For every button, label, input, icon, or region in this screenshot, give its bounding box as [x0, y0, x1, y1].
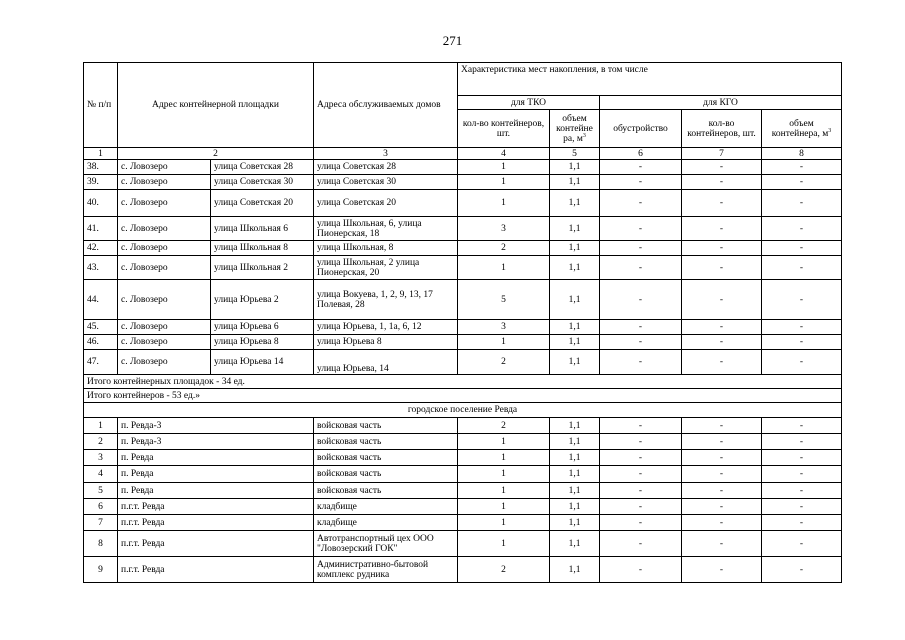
totals-row — [84, 375, 842, 389]
row-kgo-volume: - — [762, 434, 842, 450]
row-street: улица Советская 28 — [211, 160, 314, 175]
row-equipment: - — [600, 256, 682, 280]
row-address: п.г.т. Ревда — [118, 499, 314, 515]
row-kgo-count: - — [682, 483, 762, 499]
row-houses: улица Юрьева, 1, 1а, 6, 12 — [314, 320, 458, 335]
header-tko-count: кол-во контейнеров, шт. — [458, 110, 550, 148]
header-kgo: для КГО — [600, 96, 842, 110]
row-volume: 1,1 — [550, 175, 600, 190]
col-number: 2 — [118, 148, 314, 160]
row-street: улица Школьная 8 — [211, 241, 314, 256]
row-houses: улица Юрьева 8 — [314, 335, 458, 350]
row-kgo-count: - — [682, 320, 762, 335]
table-row — [84, 531, 842, 557]
row-kgo-volume: - — [762, 160, 842, 175]
row-settlement: с. Ловозеро — [118, 160, 211, 175]
row-houses: улица Школьная, 8 — [314, 241, 458, 256]
total-sites: Итого контейнерных площадок - 34 ед. — [84, 375, 842, 389]
row-kgo-count: - — [682, 190, 762, 217]
row-count: 2 — [458, 557, 550, 583]
row-count: 5 — [458, 280, 550, 320]
row-equipment: - — [600, 190, 682, 217]
row-settlement: с. Ловозеро — [118, 256, 211, 280]
row-equipment: - — [600, 418, 682, 434]
row-street: улица Юрьева 6 — [211, 320, 314, 335]
row-volume: 1,1 — [550, 335, 600, 350]
row-number: 6 — [84, 499, 118, 515]
row-street: улица Школьная 6 — [211, 217, 314, 241]
row-volume: 1,1 — [550, 557, 600, 583]
row-equipment: - — [600, 531, 682, 557]
table-row — [84, 483, 842, 499]
row-count: 3 — [458, 320, 550, 335]
row-address: п. Ревда — [118, 450, 314, 466]
table-row — [84, 217, 842, 241]
row-street: улица Юрьева 8 — [211, 335, 314, 350]
row-number: 40. — [84, 190, 118, 217]
row-settlement: с. Ловозеро — [118, 320, 211, 335]
row-number: 39. — [84, 175, 118, 190]
row-kgo-volume: - — [762, 320, 842, 335]
table-row — [84, 160, 842, 175]
header-kgo-equipment: обустройство — [600, 110, 682, 148]
row-equipment: - — [600, 499, 682, 515]
row-volume: 1,1 — [550, 217, 600, 241]
row-kgo-count: - — [682, 418, 762, 434]
table-row — [84, 175, 842, 190]
row-count: 1 — [458, 515, 550, 531]
row-number: 8 — [84, 531, 118, 557]
row-equipment: - — [600, 515, 682, 531]
row-kgo-count: - — [682, 280, 762, 320]
row-street: улица Школьная 2 — [211, 256, 314, 280]
row-kgo-count: - — [682, 160, 762, 175]
header-houses: Адреса обслуживаемых домов — [314, 63, 458, 148]
row-count: 2 — [458, 241, 550, 256]
row-number: 1 — [84, 418, 118, 434]
row-kgo-volume: - — [762, 557, 842, 583]
row-volume: 1,1 — [550, 499, 600, 515]
row-volume: 1,1 — [550, 350, 600, 375]
row-kgo-count: - — [682, 531, 762, 557]
row-kgo-count: - — [682, 241, 762, 256]
row-houses: улица Школьная, 6, улица Пионерская, 18 — [314, 217, 458, 241]
row-number: 4 — [84, 466, 118, 483]
row-equipment: - — [600, 280, 682, 320]
revda-rows — [84, 418, 842, 583]
row-number: 42. — [84, 241, 118, 256]
row-settlement: с. Ловозеро — [118, 175, 211, 190]
totals-row — [84, 389, 842, 403]
col-number: 8 — [762, 148, 842, 160]
row-number: 38. — [84, 160, 118, 175]
row-kgo-count: - — [682, 217, 762, 241]
row-volume: 1,1 — [550, 256, 600, 280]
row-count: 2 — [458, 350, 550, 375]
row-volume: 1,1 — [550, 241, 600, 256]
row-number: 46. — [84, 335, 118, 350]
row-number: 5 — [84, 483, 118, 499]
row-volume: 1,1 — [550, 418, 600, 434]
row-kgo-volume: - — [762, 241, 842, 256]
table-row — [84, 450, 842, 466]
row-settlement: с. Ловозеро — [118, 217, 211, 241]
row-kgo-count: - — [682, 499, 762, 515]
row-houses: кладбище — [314, 515, 458, 531]
row-houses: улица Вокуева, 1, 2, 9, 13, 17 Полевая, 28 — [314, 280, 458, 320]
header-tko-volume: объем контейне ра, $м^3$ — [550, 110, 600, 148]
table-row — [84, 350, 842, 375]
row-settlement: с. Ловозеро — [118, 241, 211, 256]
header-address: Адрес контейнерной площадки — [118, 63, 314, 148]
row-equipment: - — [600, 175, 682, 190]
row-equipment: - — [600, 483, 682, 499]
row-count: 1 — [458, 499, 550, 515]
row-kgo-count: - — [682, 450, 762, 466]
row-count: 1 — [458, 175, 550, 190]
row-address: п. Ревда-3 — [118, 434, 314, 450]
row-address: п. Ревда-3 — [118, 418, 314, 434]
row-kgo-count: - — [682, 335, 762, 350]
page-number: 271 — [442, 33, 463, 48]
row-volume: 1,1 — [550, 160, 600, 175]
row-count: 2 — [458, 418, 550, 434]
row-number: 47. — [84, 350, 118, 375]
row-kgo-volume: - — [762, 450, 842, 466]
total-containers: Итого контейнеров - 53 ед.» — [84, 389, 842, 403]
row-kgo-volume: - — [762, 466, 842, 483]
row-kgo-volume: - — [762, 175, 842, 190]
row-address: п.г.т. Ревда — [118, 557, 314, 583]
row-kgo-volume: - — [762, 515, 842, 531]
col-number: 7 — [682, 148, 762, 160]
row-houses: кладбище — [314, 499, 458, 515]
table-row — [84, 499, 842, 515]
row-kgo-volume: - — [762, 350, 842, 375]
row-houses: улица Советская 20 — [314, 190, 458, 217]
header-tko: для ТКО — [458, 96, 600, 110]
row-settlement: с. Ловозеро — [118, 350, 211, 375]
row-equipment: - — [600, 434, 682, 450]
row-number: 43. — [84, 256, 118, 280]
row-address: п.г.т. Ревда — [118, 531, 314, 557]
row-houses: улица Юрьева, 14 — [314, 350, 458, 375]
row-street: улица Юрьева 2 — [211, 280, 314, 320]
row-number: 7 — [84, 515, 118, 531]
row-houses: войсковая часть — [314, 450, 458, 466]
row-address: п. Ревда — [118, 483, 314, 499]
row-houses: улица Советская 28 — [314, 160, 458, 175]
row-kgo-volume: - — [762, 190, 842, 217]
table-row — [84, 466, 842, 483]
row-kgo-volume: - — [762, 499, 842, 515]
row-kgo-volume: - — [762, 418, 842, 434]
row-kgo-volume: - — [762, 256, 842, 280]
row-houses: войсковая часть — [314, 483, 458, 499]
row-settlement: с. Ловозеро — [118, 190, 211, 217]
row-number: 9 — [84, 557, 118, 583]
section-row — [84, 403, 842, 418]
row-equipment: - — [600, 466, 682, 483]
section-title: городское поселение Ревда — [84, 403, 842, 418]
row-equipment: - — [600, 450, 682, 466]
row-count: 1 — [458, 434, 550, 450]
row-houses: войсковая часть — [314, 418, 458, 434]
col-number: 1 — [84, 148, 118, 160]
table-row — [84, 557, 842, 583]
row-address: п. Ревда — [118, 466, 314, 483]
row-kgo-count: - — [682, 256, 762, 280]
row-kgo-count: - — [682, 557, 762, 583]
row-equipment: - — [600, 160, 682, 175]
row-kgo-count: - — [682, 175, 762, 190]
row-houses: Автотранспортный цех ООО "Ловозерский ГОК" — [314, 531, 458, 557]
row-street: улица Советская 20 — [211, 190, 314, 217]
row-count: 1 — [458, 190, 550, 217]
row-count: 1 — [458, 483, 550, 499]
row-number: 41. — [84, 217, 118, 241]
row-volume: 1,1 — [550, 466, 600, 483]
row-count: 1 — [458, 531, 550, 557]
row-street: улица Юрьева 14 — [211, 350, 314, 375]
row-number: 45. — [84, 320, 118, 335]
row-count: 1 — [458, 160, 550, 175]
row-houses: улица Советская 30 — [314, 175, 458, 190]
row-equipment: - — [600, 335, 682, 350]
table-row — [84, 241, 842, 256]
row-volume: 1,1 — [550, 450, 600, 466]
row-equipment: - — [600, 241, 682, 256]
table-row — [84, 335, 842, 350]
col-number: 5 — [550, 148, 600, 160]
row-kgo-volume: - — [762, 335, 842, 350]
row-houses: улица Школьная, 2 улица Пионерская, 20 — [314, 256, 458, 280]
row-volume: 1,1 — [550, 531, 600, 557]
col-number: 6 — [600, 148, 682, 160]
lovozero-rows — [84, 160, 842, 418]
row-volume: 1,1 — [550, 515, 600, 531]
row-houses: войсковая часть — [314, 434, 458, 450]
row-number: 2 — [84, 434, 118, 450]
table-row — [84, 190, 842, 217]
table-row — [84, 256, 842, 280]
row-volume: 1,1 — [550, 190, 600, 217]
header-characteristics: Характеристика мест накопления, в том числе — [458, 63, 842, 96]
row-kgo-count: - — [682, 466, 762, 483]
row-equipment: - — [600, 350, 682, 375]
row-volume: 1,1 — [550, 280, 600, 320]
container-sites-table — [83, 62, 842, 583]
row-equipment: - — [600, 320, 682, 335]
row-count: 3 — [458, 217, 550, 241]
row-volume: 1,1 — [550, 320, 600, 335]
row-houses: войсковая часть — [314, 466, 458, 483]
header-num: № п/п — [84, 63, 118, 148]
table-row — [84, 515, 842, 531]
column-numbers-row — [84, 148, 842, 160]
table-row — [84, 320, 842, 335]
row-settlement: с. Ловозеро — [118, 280, 211, 320]
header-kgo-volume: объем контейнера, $м^3$ — [762, 110, 842, 148]
row-equipment: - — [600, 557, 682, 583]
table-row — [84, 418, 842, 434]
row-count: 1 — [458, 335, 550, 350]
header-kgo-count: кол-во контейнеров, шт. — [682, 110, 762, 148]
row-count: 1 — [458, 466, 550, 483]
row-volume: 1,1 — [550, 434, 600, 450]
row-street: улица Советская 30 — [211, 175, 314, 190]
row-kgo-volume: - — [762, 280, 842, 320]
row-kgo-volume: - — [762, 217, 842, 241]
row-kgo-count: - — [682, 515, 762, 531]
row-volume: 1,1 — [550, 483, 600, 499]
row-count: 1 — [458, 256, 550, 280]
table-row — [84, 434, 842, 450]
row-kgo-volume: - — [762, 531, 842, 557]
row-settlement: с. Ловозеро — [118, 335, 211, 350]
col-number: 4 — [458, 148, 550, 160]
row-address: п.г.т. Ревда — [118, 515, 314, 531]
row-equipment: - — [600, 217, 682, 241]
row-number: 3 — [84, 450, 118, 466]
row-houses: Административно-бытовой комплекс рудника — [314, 557, 458, 583]
row-kgo-volume: - — [762, 483, 842, 499]
col-number: 3 — [314, 148, 458, 160]
row-number: 44. — [84, 280, 118, 320]
row-kgo-count: - — [682, 350, 762, 375]
table-row — [84, 280, 842, 320]
row-count: 1 — [458, 450, 550, 466]
row-kgo-count: - — [682, 434, 762, 450]
